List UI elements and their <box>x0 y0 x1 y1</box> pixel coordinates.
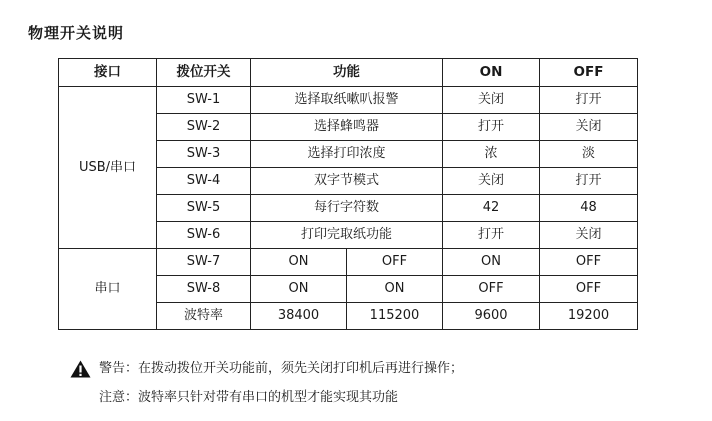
off-cell: 关闭 <box>540 114 638 141</box>
switch-cell: SW-7 <box>157 249 251 276</box>
switch-cell: 波特率 <box>157 303 251 330</box>
function-cell: 每行字符数 <box>251 195 443 222</box>
on-cell: 9600 <box>443 303 540 330</box>
switch-cell: SW-6 <box>157 222 251 249</box>
function-sub-cell: ON <box>251 249 347 276</box>
function-cell: 选择打印浓度 <box>251 141 443 168</box>
function-sub-cell: 38400 <box>251 303 347 330</box>
switch-cell: SW-4 <box>157 168 251 195</box>
header-switch: 拨位开关 <box>157 59 251 87</box>
table-row <box>59 87 638 114</box>
function-cell: 选择蜂鸣器 <box>251 114 443 141</box>
interface-serial: 串口 <box>59 249 157 330</box>
warning-triangle-icon <box>70 360 91 378</box>
off-cell: 打开 <box>540 87 638 114</box>
switch-spec-table <box>58 58 638 330</box>
table-header-row <box>59 59 638 87</box>
switch-cell: SW-2 <box>157 114 251 141</box>
off-cell: 打开 <box>540 168 638 195</box>
baud-rate-note <box>70 383 463 412</box>
function-sub-cell: ON <box>251 276 347 303</box>
function-cell: 选择取纸嗽叭报警 <box>251 87 443 114</box>
switch-cell: SW-3 <box>157 141 251 168</box>
off-cell: OFF <box>540 249 638 276</box>
header-interface: 接口 <box>59 59 157 87</box>
interface-usb-serial: USB/串口 <box>59 87 157 249</box>
function-sub-cell: ON <box>347 276 443 303</box>
switch-cell: SW-5 <box>157 195 251 222</box>
on-cell: OFF <box>443 276 540 303</box>
on-cell: ON <box>443 249 540 276</box>
off-cell: OFF <box>540 276 638 303</box>
warning-text: 警告：在拨动拨位开关功能前，须先关闭打印机后再进行操作； <box>99 361 464 376</box>
switch-cell: SW-8 <box>157 276 251 303</box>
on-cell: 打开 <box>443 114 540 141</box>
header-on: ON <box>443 59 540 87</box>
switch-cell: SW-1 <box>157 87 251 114</box>
note-text: 注意：波特率只针对带有串口的机型才能实现其功能 <box>99 390 399 405</box>
function-cell: 双字节模式 <box>251 168 443 195</box>
function-sub-cell: OFF <box>347 249 443 276</box>
function-cell: 打印完取纸功能 <box>251 222 443 249</box>
on-cell: 关闭 <box>443 87 540 114</box>
table-row <box>59 249 638 276</box>
header-function: 功能 <box>251 59 443 87</box>
page-title: 物理开关说明 <box>28 24 125 42</box>
notes-section <box>70 354 463 412</box>
on-cell: 42 <box>443 195 540 222</box>
on-cell: 浓 <box>443 141 540 168</box>
function-sub-cell: 115200 <box>347 303 443 330</box>
on-cell: 关闭 <box>443 168 540 195</box>
off-cell: 关闭 <box>540 222 638 249</box>
on-cell: 打开 <box>443 222 540 249</box>
off-cell: 19200 <box>540 303 638 330</box>
warning-note <box>70 354 463 383</box>
off-cell: 淡 <box>540 141 638 168</box>
off-cell: 48 <box>540 195 638 222</box>
header-off: OFF <box>540 59 638 87</box>
